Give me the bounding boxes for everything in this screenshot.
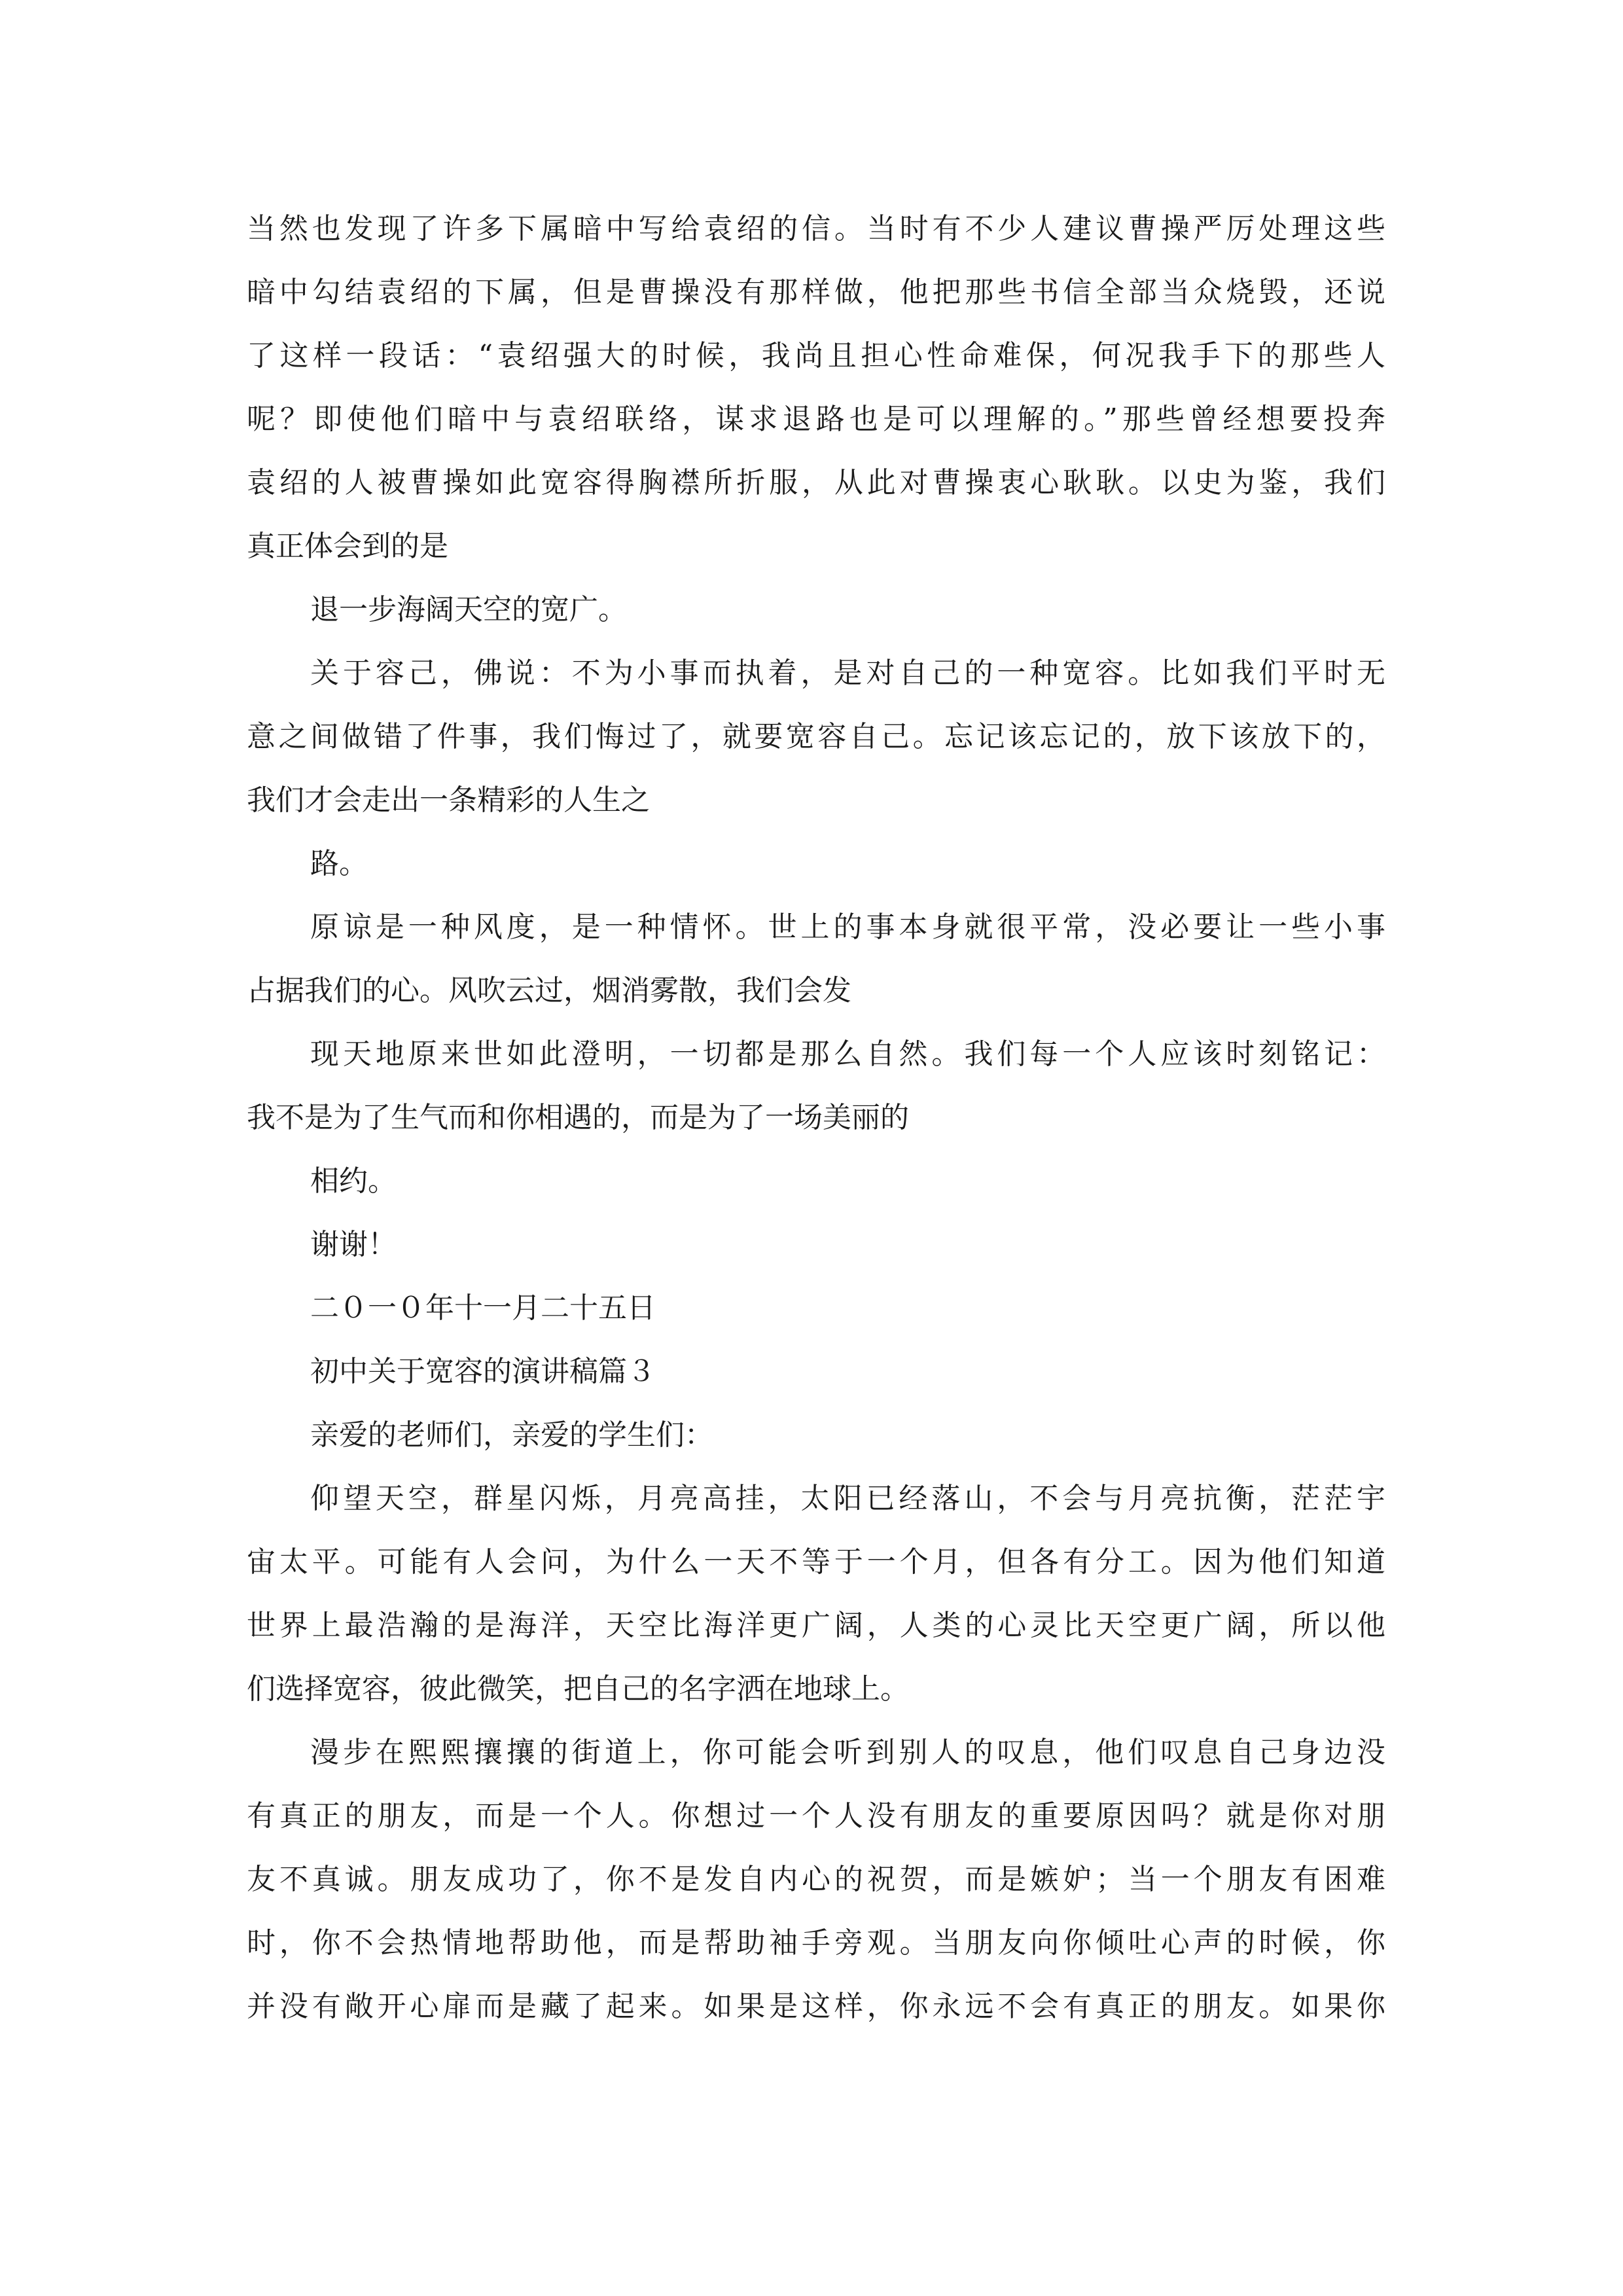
text-line: 我不是为了生气而和你相遇的，而是为了一场美丽的: [247, 1101, 909, 1134]
text-line: 谢谢！: [310, 1228, 397, 1261]
text-line: 漫步在熙熙攘攘的街道上，你可能会听到别人的叹息，他们叹息自己身边没: [310, 1736, 1385, 1769]
text-line: 原谅是一种风度，是一种情怀。世上的事本身就很平常，没必要让一些小事: [310, 910, 1385, 944]
text-line: 袁绍的人被曹操如此宽容得胸襟所折服，从此对曹操衷心耿耿。以史为鉴，我们: [247, 466, 1385, 499]
text-line: 宙太平。可能有人会问，为什么一天不等于一个月，但各有分工。因为他们知道: [247, 1545, 1385, 1579]
text-line: 了这样一段话：“袁绍强大的时候，我尚且担心性命难保，何况我手下的那些人: [247, 339, 1385, 372]
text-line: 们选择宽容，彼此微笑，把自己的名字洒在地球上。: [247, 1672, 909, 1706]
text-line: 占据我们的心。风吹云过，烟消雾散，我们会发: [247, 974, 851, 1007]
text-line: 世界上最浩瀚的是海洋，天空比海洋更广阔，人类的心灵比天空更广阔，所以他: [247, 1609, 1385, 1642]
text-line: 路。: [310, 847, 368, 880]
text-line: 关于容己，佛说：不为小事而执着，是对自己的一种宽容。比如我们平时无: [310, 656, 1385, 690]
text-line: 我们才会走出一条精彩的人生之: [247, 783, 650, 817]
text-line: 相约。: [310, 1164, 397, 1198]
text-line: 现天地原来世如此澄明，一切都是那么自然。我们每一个人应该时刻铭记：: [310, 1037, 1385, 1071]
text-line: 二０一０年十一月二十五日: [310, 1291, 656, 1325]
text-line: 真正体会到的是: [247, 529, 448, 563]
text-line: 呢？即使他们暗中与袁绍联络，谋求退路也是可以理解的。”那些曾经想要投奔: [247, 403, 1385, 436]
salutation: 亲爱的老师们，亲爱的学生们：: [310, 1418, 713, 1452]
text-line: 当然也发现了许多下属暗中写给袁绍的信。当时有不少人建议曹操严厉处理这些: [247, 212, 1385, 245]
text-line: 暗中勾结袁绍的下属，但是曹操没有那样做，他把那些书信全部当众烧毁，还说: [247, 276, 1385, 309]
section-heading: 初中关于宽容的演讲稿篇３: [310, 1355, 656, 1388]
text-line: 意之间做错了件事，我们悔过了，就要宽容自己。忘记该忘记的，放下该放下的，: [247, 720, 1385, 753]
text-line: 友不真诚。朋友成功了，你不是发自内心的祝贺，而是嫉妒；当一个朋友有困难: [247, 1863, 1385, 1896]
text-line: 仰望天空，群星闪烁，月亮高挂，太阳已经落山，不会与月亮抗衡，茫茫宇: [310, 1482, 1385, 1515]
text-line: 时，你不会热情地帮助他，而是帮助袖手旁观。当朋友向你倾吐心声的时候，你: [247, 1926, 1385, 1960]
text-line: 退一步海阔天空的宽广。: [310, 593, 627, 626]
text-line: 有真正的朋友，而是一个人。你想过一个人没有朋友的重要原因吗？就是你对朋: [247, 1799, 1385, 1833]
text-line: 并没有敞开心扉而是藏了起来。如果是这样，你永远不会有真正的朋友。如果你: [247, 1990, 1385, 2023]
